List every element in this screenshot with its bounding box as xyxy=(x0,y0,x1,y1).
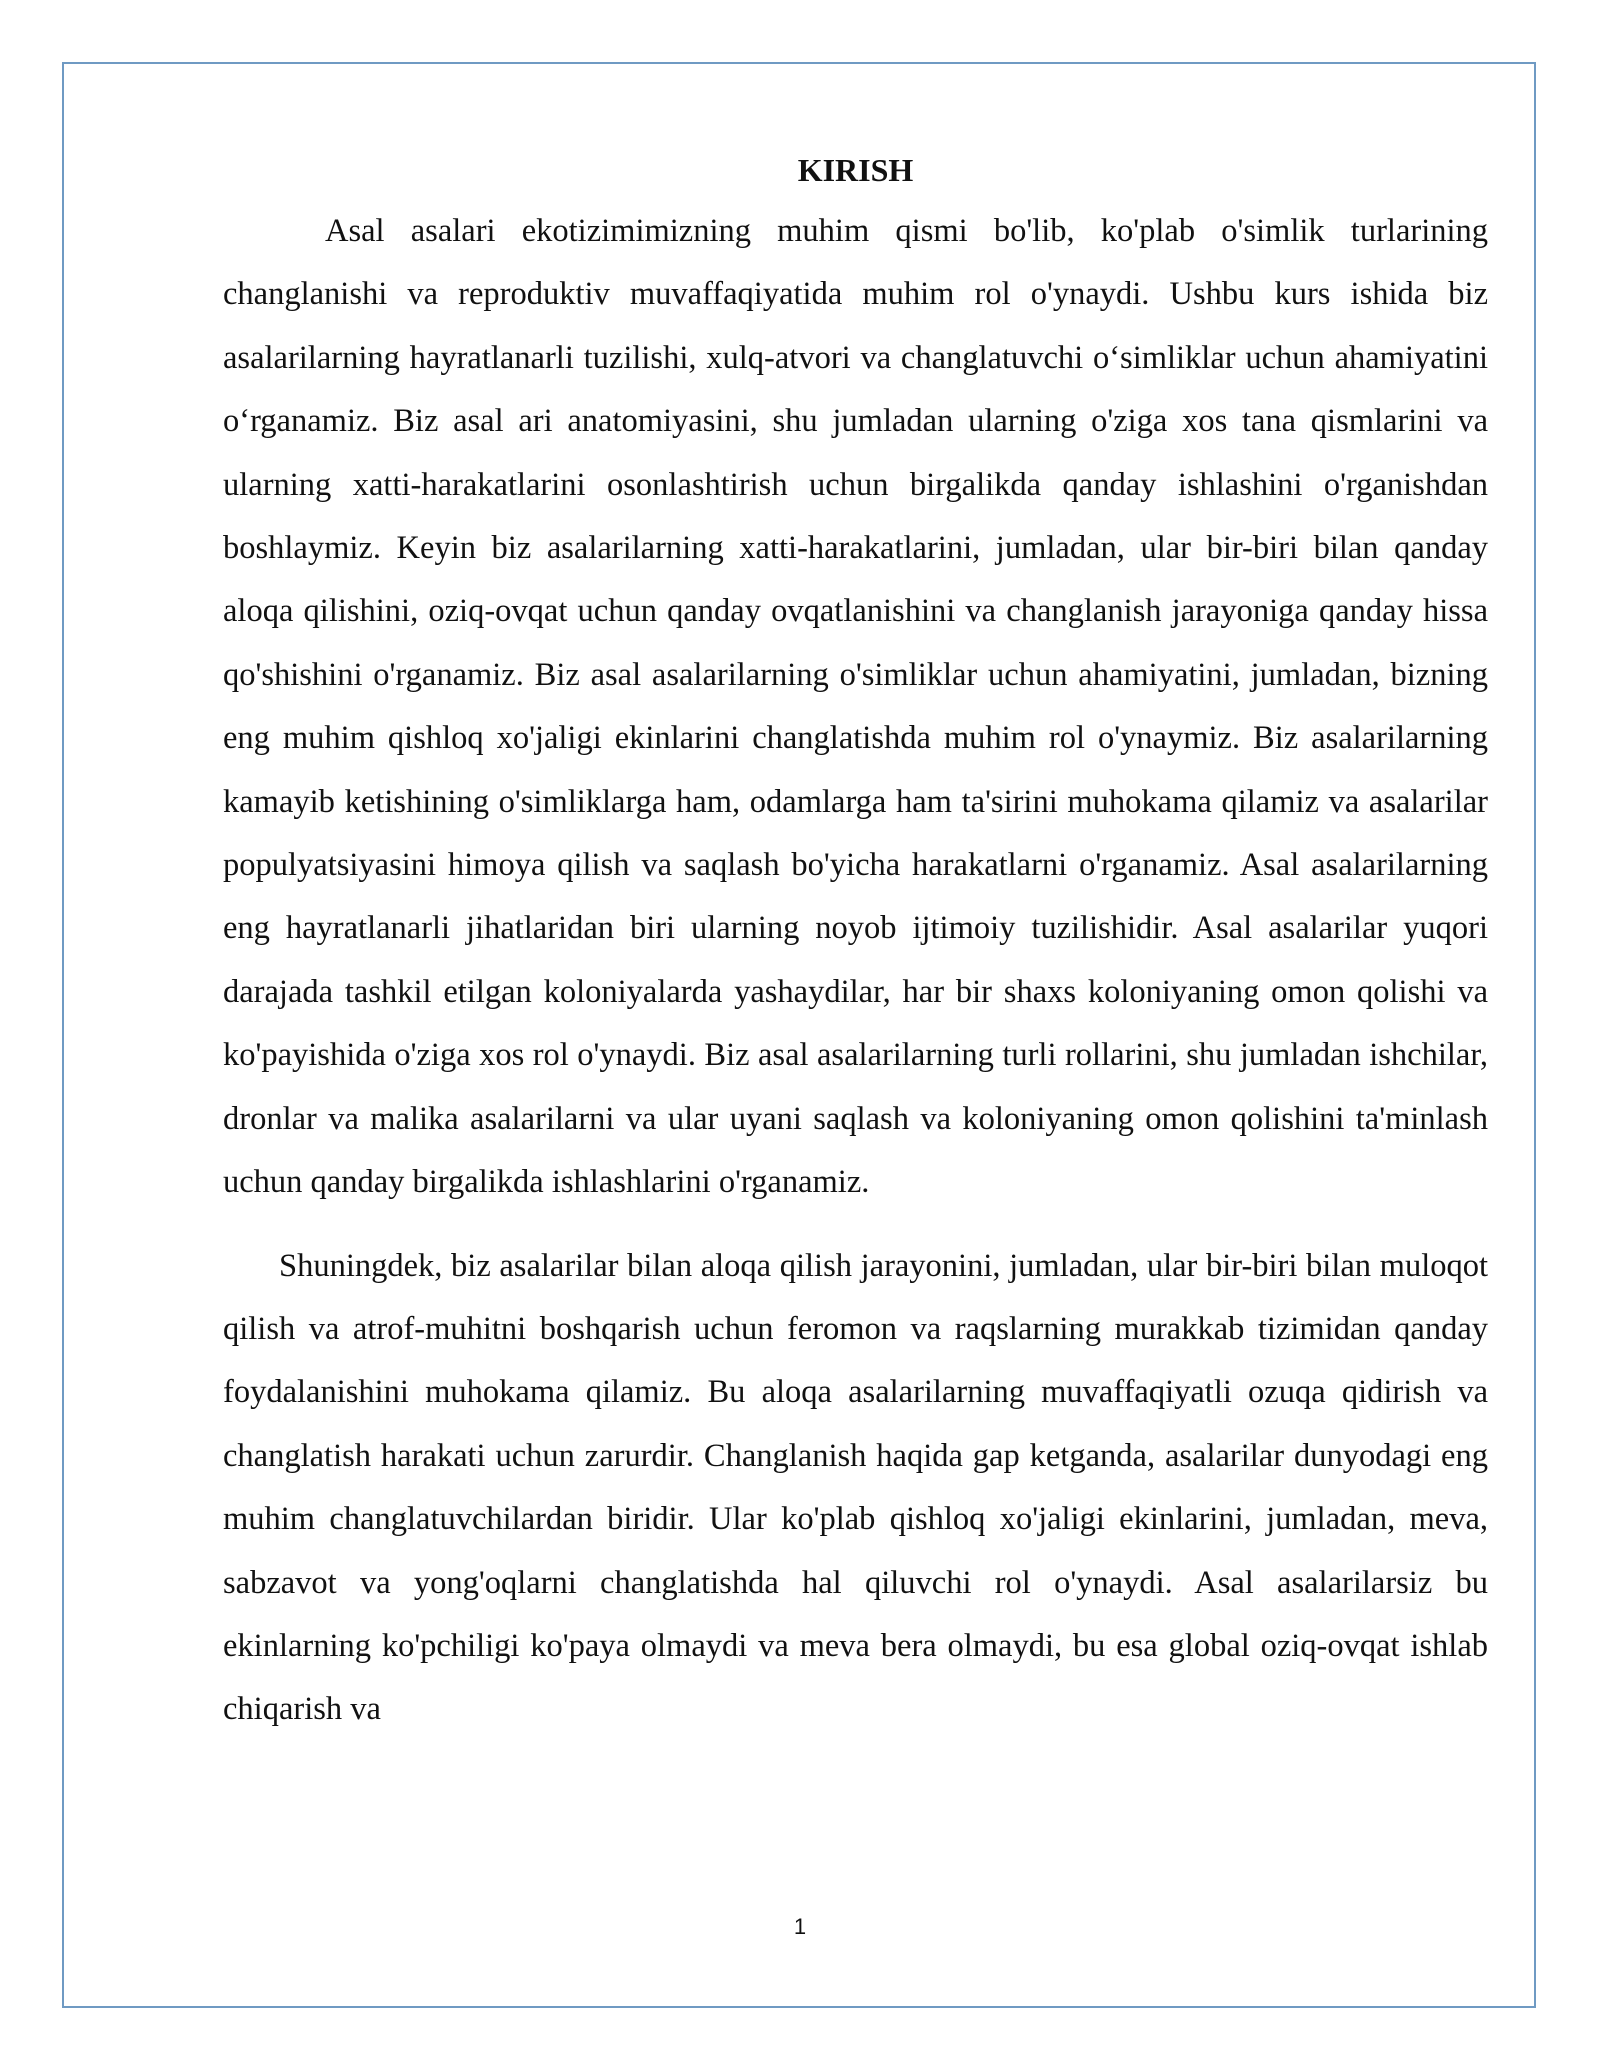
page-number: 1 xyxy=(793,1914,807,1939)
paragraph-communication: Shuningdek, biz asalarilar bilan aloqa qilish jarayonini, jumladan, ular bir-biri bilan muloqot qilish va atrof-muhitni boshqarish uchun feromon va raqslarning murakkab tizimidan qanday foydalanishini muhokama qilamiz. Bu aloqa asalarilarning muvaffaqiyatli ozuqa qidirish va changlatish harakati uchun zarurdir. Changlanish haqida gap ketganda, asalarilar dunyodagi eng muhim changlatuvchilardan biridir. Ular ko'plab qishloq xo'jaligi ekinlarini, jumladan, meva, sabzavot va yong'oqlarni changlatishda hal qiluvchi rol o'ynaydi. Asal asalarilarsiz bu ekinlarning ko'pchiligi ko'paya olmaydi va meva bera olmaydi, bu esa global oziq-ovqat ishlab chiqarish va xyxy=(223,1247,1488,1728)
document-title: KIRISH xyxy=(797,152,914,188)
document-body xyxy=(223,146,1488,1742)
paragraph-intro: Asal asalari ekotizimimizning muhim qismi bo'lib, ko'plab o'simlik turlarining changlanishi va reproduktiv muvaffaqiyatida muhim rol o'ynaydi. Ushbu kurs ishida biz asalarilarning hayratlanarli tuzilishi, xulq-atvori va changlatuvchi o‘simliklar uchun ahamiyatini o‘rganamiz. Biz asal ari anatomiyasini, shu jumladan ularning o'ziga xos tana qismlarini va ularning xatti-harakatlarini osonlashtirish uchun birgalikda qanday ishlashini o'rganishdan boshlaymiz. Keyin biz asalarilarning xatti-harakatlarini, jumladan, ular bir-biri bilan qanday aloqa qilishini, oziq-ovqat uchun qanday ovqatlanishini va changlanish jarayoniga qanday hissa qo'shishini o'rganamiz. Biz asal asalarilarning o'simliklar uchun ahamiyatini, jumladan, bizning eng muhim qishloq xo'jaligi ekinlarini changlatishda muhim rol o'ynaymiz. Biz asalarilarning kamayib ketishining o'simliklarga ham, odamlarga ham ta'sirini muhokama qilamiz va asalarilar populyatsiyasini himoya qilish va saqlash bo'yicha harakatlarni o'rganamiz. Asal asalarilarning eng hayratlanarli jihatlaridan biri ularning noyob ijtimoiy tuzilishidir. Asal asalarilar yuqori darajada tashkil etilgan koloniyalarda yashaydilar, har bir shaxs koloniyaning omon qolishi va ko'payishida o'ziga xos rol o'ynaydi. Biz asal asalarilarning turli rollarini, shu jumladan ishchilar, dronlar va malika asalarilarni va ular uyani saqlash va koloniyaning omon qolishini ta'minlash uchun qanday birgalikda ishlashlarini o'rganamiz. xyxy=(223,213,1488,1201)
